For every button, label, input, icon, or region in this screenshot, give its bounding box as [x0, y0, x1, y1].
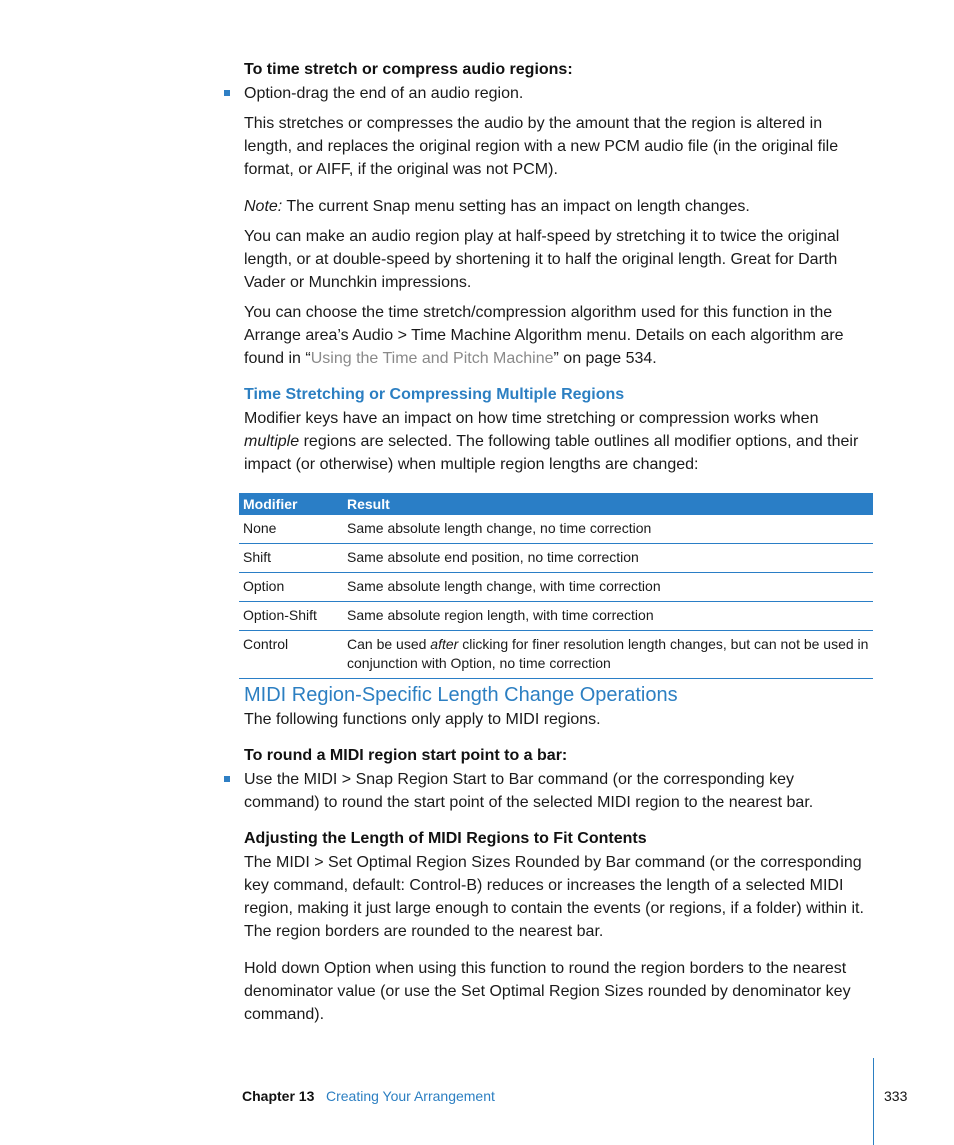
- result-start: Can be used: [347, 636, 431, 652]
- subheading-multiple-regions: Time Stretching or Compressing Multiple Regions: [244, 386, 625, 403]
- paragraph-stretch-description: This stretches or compresses the audio by the amount that the region is altered in length, and replaces the original region with a new PCM audio file (in the original file format, or AIFF, if the original was not PCM).: [244, 115, 839, 178]
- table-row: [239, 573, 873, 602]
- paragraph-half-speed: You can make an audio region play at half-speed by stretching it to twice the original length, or at double-speed by shortening it to half the original length. Great for Darth Vader or Munchkin impressions.: [244, 228, 840, 291]
- table-row: [239, 631, 873, 679]
- cell-result: Same absolute length change, no time correction: [343, 515, 873, 544]
- cell-result: Same absolute end position, no time correction: [343, 544, 873, 573]
- footer-chapter-title[interactable]: Creating Your Arrangement: [326, 1088, 495, 1104]
- cell-result: Same absolute length change, with time correction: [343, 573, 873, 602]
- paragraph-algorithm: [244, 301, 874, 370]
- note-text: The current Snap menu setting has an impact on length changes.: [282, 198, 750, 215]
- paragraph-algorithm-start: You can choose the time stretch/compression algorithm used for this function in the Arrange area’s Audio > Time Machine Algorithm menu. Details on each algorithm are found in “: [244, 304, 844, 367]
- intro-start: Modifier keys have an impact on how time stretching or compression works when: [244, 410, 819, 427]
- intro-emphasis: multiple: [244, 433, 300, 450]
- paragraph-algorithm-end: ” on page 534.: [553, 350, 657, 367]
- bullet-text: Option-drag the end of an audio region.: [244, 85, 524, 102]
- cell-modifier: Shift: [239, 544, 343, 573]
- page-number: 333: [884, 1088, 908, 1104]
- task-heading-time-stretch: To time stretch or compress audio regions:: [244, 61, 573, 78]
- table-row: [239, 515, 873, 544]
- paragraph-optimal-sizes: The MIDI > Set Optimal Region Sizes Rounded by Bar command (or the corresponding key command, default: Control-B) reduces or increases the length of a selected MIDI region, making it just large enough to contain the events (or regions, if a folder) within it. The region borders are rounded to the nearest bar.: [244, 854, 864, 940]
- subheading-adjust-length: Adjusting the Length of MIDI Regions to Fit Contents: [244, 830, 647, 847]
- cell-result: Same absolute region length, with time correction: [343, 602, 873, 631]
- bullet-square-icon: [224, 90, 230, 96]
- cell-modifier: Option-Shift: [239, 602, 343, 631]
- table-row: [239, 602, 873, 631]
- cross-reference-link[interactable]: Using the Time and Pitch Machine: [310, 350, 554, 367]
- cell-modifier: Control: [239, 631, 343, 679]
- result-emphasis: after: [430, 636, 459, 652]
- cell-result: [343, 631, 873, 679]
- note-paragraph: [244, 195, 874, 218]
- note-label: Note:: [244, 198, 283, 215]
- bullet-text-midi: Use the MIDI > Snap Region Start to Bar command (or the corresponding key command) to round the start point of the selected MIDI region to the nearest bar.: [244, 771, 814, 811]
- footer-divider: [873, 1058, 874, 1145]
- result-end: clicking for finer resolution length changes, but can not be used in conjunction with Option, no time correction: [347, 636, 869, 671]
- paragraph-midi-intro: The following functions only apply to MIDI regions.: [244, 711, 601, 728]
- cell-modifier: Option: [239, 573, 343, 602]
- bullet-square-icon: [224, 776, 230, 782]
- header-result: Result: [343, 493, 873, 515]
- cell-modifier: None: [239, 515, 343, 544]
- modifier-table: [239, 493, 873, 679]
- intro-end: regions are selected. The following table outlines all modifier options, and their impact (or otherwise) when multiple region lengths are changed:: [244, 433, 859, 473]
- footer-chapter: Chapter 13: [242, 1088, 315, 1104]
- header-modifier: Modifier: [239, 493, 343, 515]
- section-heading-midi: MIDI Region-Specific Length Change Operations: [244, 684, 678, 706]
- paragraph-hold-option: Hold down Option when using this function to round the region borders to the nearest denominator value (or use the Set Optimal Region Sizes rounded by denominator key command).: [244, 960, 851, 1023]
- paragraph-modifier-intro: [244, 407, 874, 476]
- task-heading-round-start: To round a MIDI region start point to a bar:: [244, 747, 568, 764]
- table-row: [239, 544, 873, 573]
- table-header-row: [239, 493, 873, 515]
